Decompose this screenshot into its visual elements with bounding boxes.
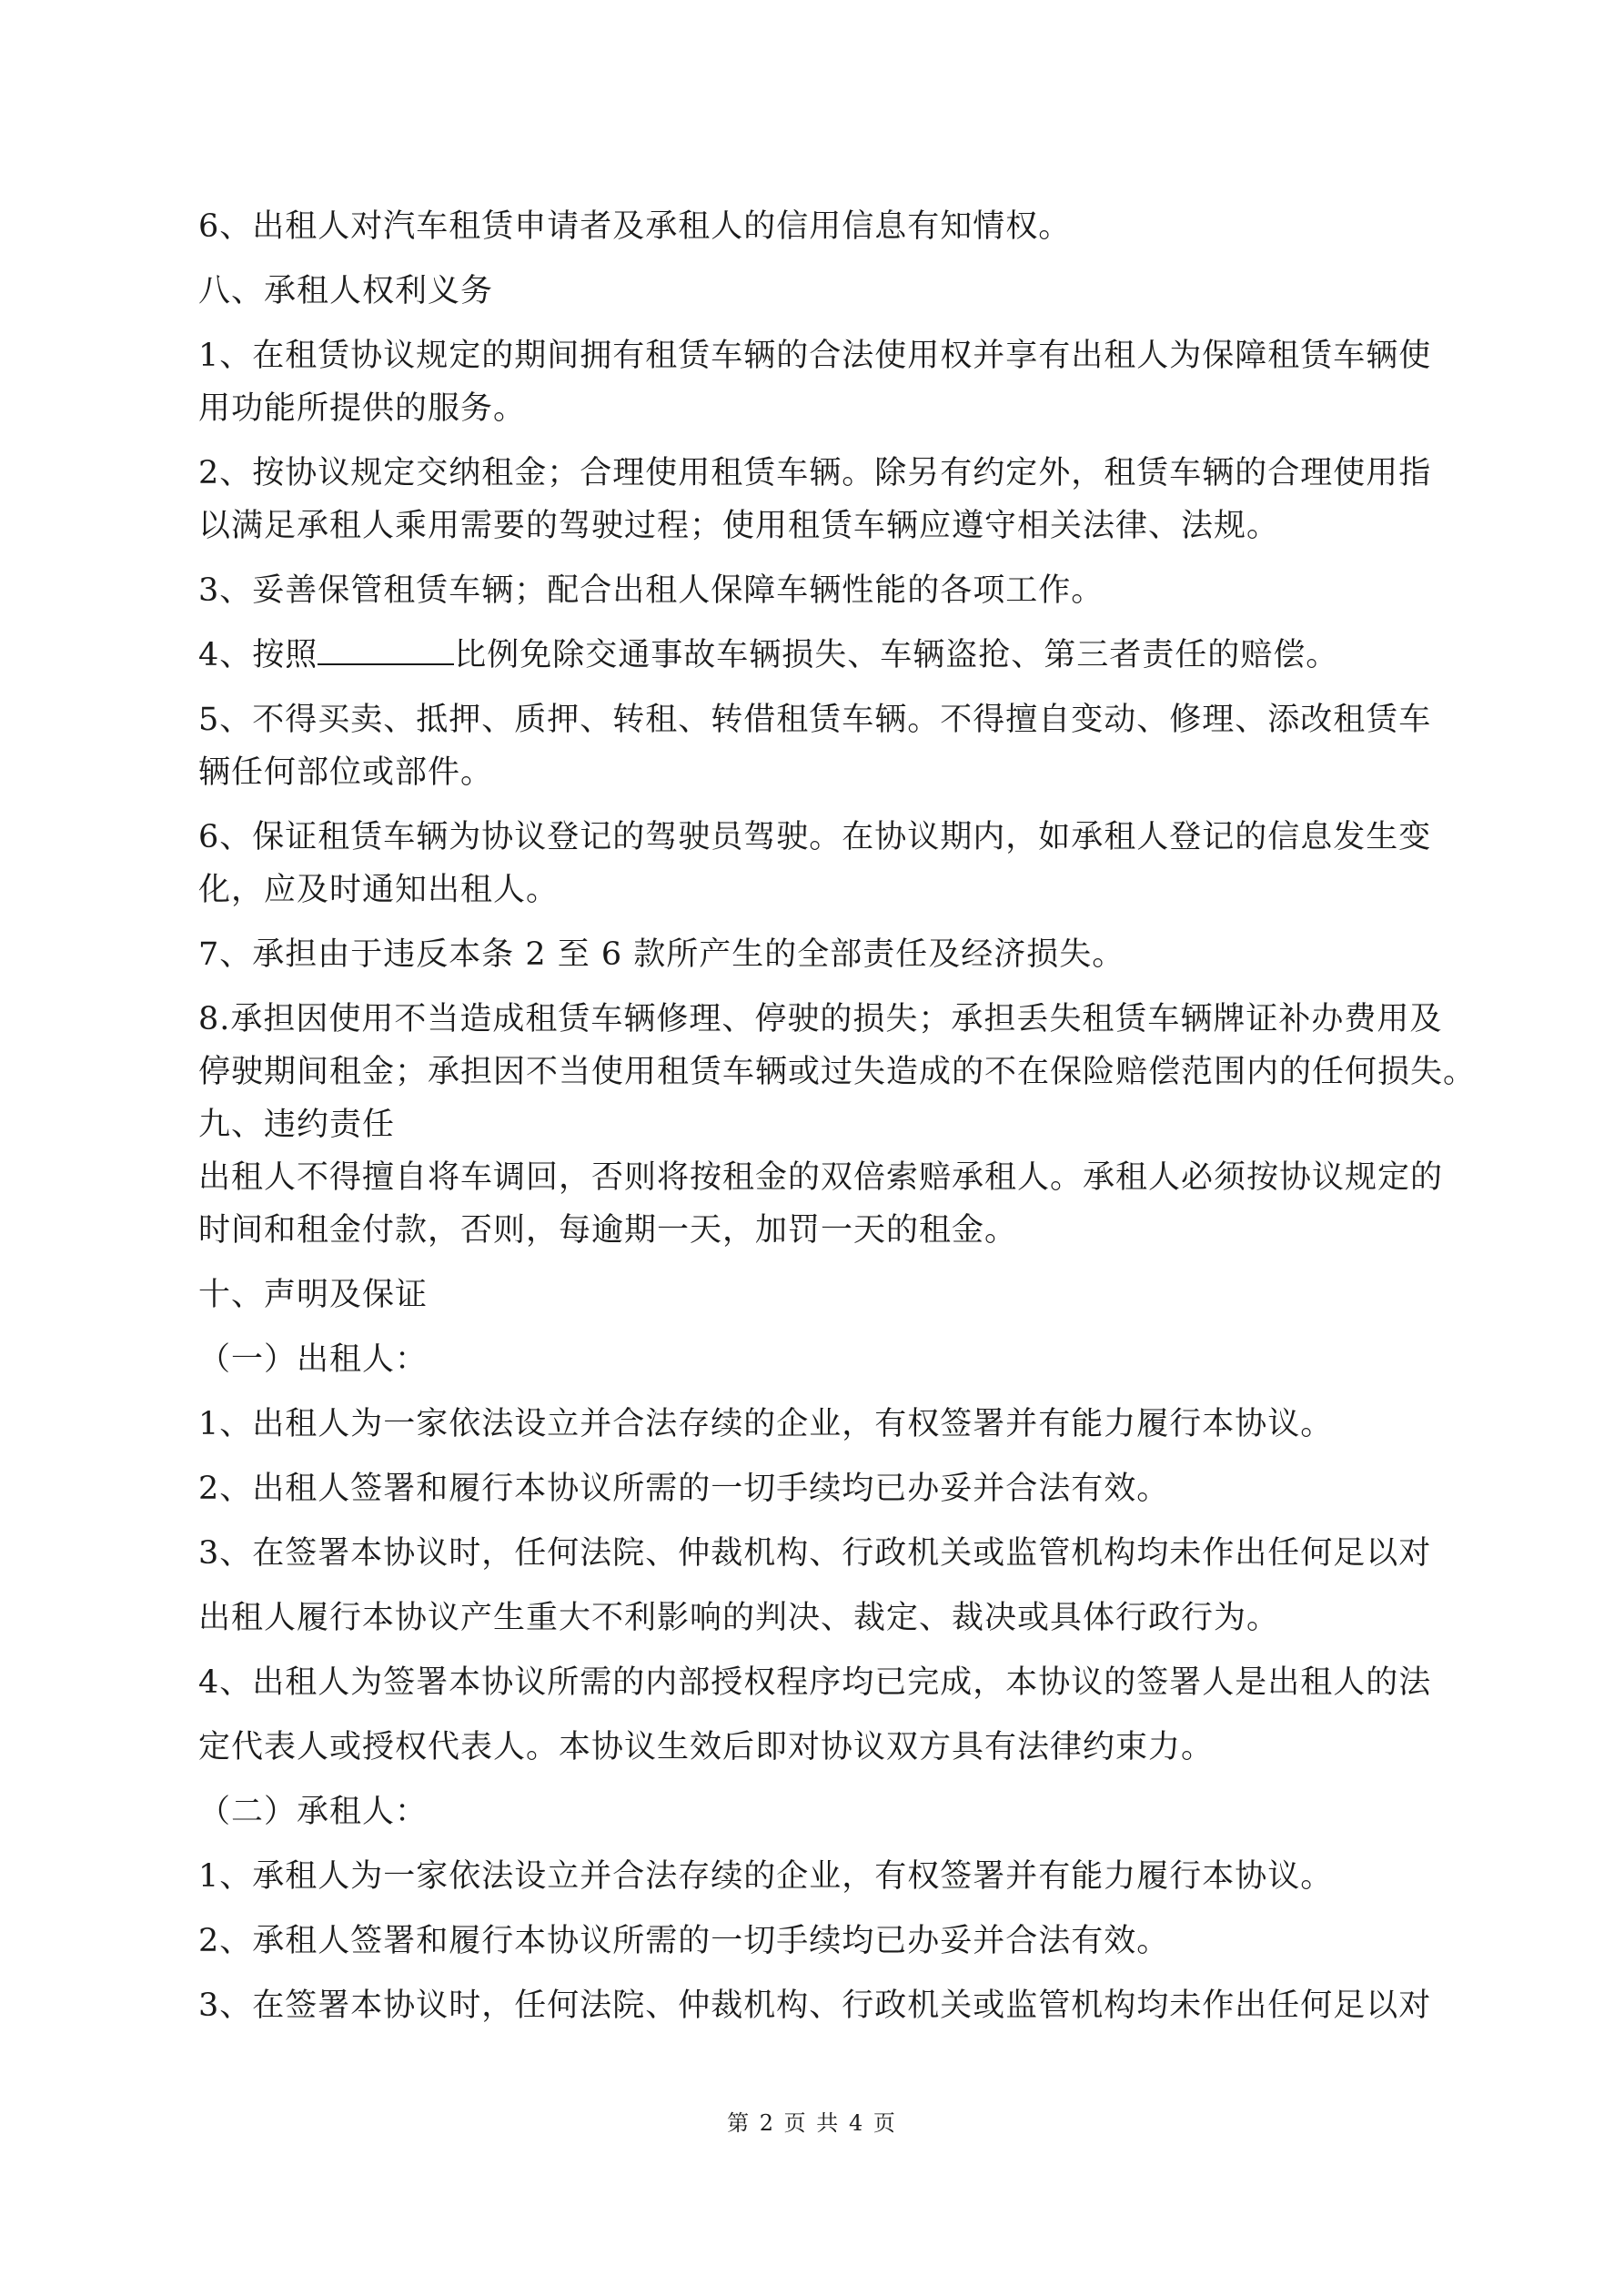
paragraph-line: 6、出租人对汽车租赁申请者及承租人的信用信息有知情权。 bbox=[198, 208, 1072, 245]
paragraph-line: 3、在签署本协议时，任何法院、仲裁机构、行政机关或监管机构均未作出任何足以对 bbox=[198, 1988, 1432, 2024]
subsection-heading: （一）出租人： bbox=[198, 1341, 429, 1378]
paragraph-line: 2、出租人签署和履行本协议所需的一切手续均已办妥并合法有效。 bbox=[198, 1471, 1170, 1507]
paragraph-line: 2、承租人签署和履行本协议所需的一切手续均已办妥并合法有效。 bbox=[198, 1923, 1170, 1959]
paragraph-line: 8.承担因使用不当造成租赁车辆修理、停驶的损失；承担丢失租赁车辆牌证补办费用及 bbox=[198, 1001, 1443, 1037]
paragraph-text: 比例免除交通事故车辆损失、车辆盗抢、第三者责任的赔偿。 bbox=[454, 637, 1339, 673]
paragraph-line: 出租人履行本协议产生重大不利影响的判决、裁定、裁决或具体行政行为。 bbox=[198, 1600, 1280, 1636]
paragraph-line: 时间和租金付款，否则，每逾期一天，加罚一天的租金。 bbox=[198, 1212, 1018, 1249]
section-heading: 九、违约责任 bbox=[198, 1107, 396, 1143]
paragraph-line: 1、出租人为一家依法设立并合法存续的企业，有权签署并有能力履行本协议。 bbox=[198, 1406, 1334, 1442]
section-heading: 八、承租人权利义务 bbox=[198, 273, 494, 309]
subsection-heading: （二）承租人： bbox=[198, 1794, 429, 1830]
paragraph-line: 2、按协议规定交纳租金；合理使用租赁车辆。除另有约定外，租赁车辆的合理使用指 bbox=[198, 455, 1432, 491]
fill-in-blank[interactable] bbox=[318, 636, 454, 665]
paragraph-line: 以满足承租人乘用需要的驾驶过程；使用租赁车辆应遵守相关法律、法规。 bbox=[198, 508, 1280, 544]
paragraph-line: 3、在签署本协议时，任何法院、仲裁机构、行政机关或监管机构均未作出任何足以对 bbox=[198, 1535, 1432, 1572]
paragraph-line: 7、承担由于违反本条 2 至 6 款所产生的全部责任及经济损失。 bbox=[198, 936, 1125, 973]
page-number: 第 2 页 共 4 页 bbox=[727, 2110, 897, 2136]
paragraph-line: 1、在租赁协议规定的期间拥有租赁车辆的合法使用权并享有出租人为保障租赁车辆使 bbox=[198, 338, 1432, 374]
paragraph-line: 化，应及时通知出租人。 bbox=[198, 872, 560, 908]
paragraph-line: 停驶期间租金；承担因不当使用租赁车辆或过失造成的不在保险赔偿范围内的任何损失。 bbox=[198, 1054, 1477, 1090]
paragraph-line: 3、妥善保管租赁车辆；配合出租人保障车辆性能的各项工作。 bbox=[198, 572, 1105, 609]
paragraph-line: 5、不得买卖、抵押、质押、转租、转借租赁车辆。不得擅自变动、修理、添改租赁车 bbox=[198, 702, 1432, 738]
document-body bbox=[198, 200, 1477, 2032]
section-heading: 十、声明及保证 bbox=[198, 1277, 429, 1313]
paragraph-line: 用功能所提供的服务。 bbox=[198, 390, 527, 427]
paragraph-line: 6、保证租赁车辆为协议登记的驾驶员驾驶。在协议期内，如承租人登记的信息发生变 bbox=[198, 819, 1432, 855]
paragraph-line: 1、承租人为一家依法设立并合法存续的企业，有权签署并有能力履行本协议。 bbox=[198, 1858, 1334, 1895]
paragraph-line: 4、出租人为签署本协议所需的内部授权程序均已完成，本协议的签署人是出租人的法 bbox=[198, 1664, 1432, 1701]
paragraph-text: 4、按照 bbox=[198, 637, 318, 673]
paragraph-line bbox=[198, 629, 1437, 682]
paragraph-line: 定代表人或授权代表人。本协议生效后即对协议双方具有法律约束力。 bbox=[198, 1729, 1215, 1765]
paragraph-line: 辆任何部位或部件。 bbox=[198, 754, 494, 791]
paragraph-line: 出租人不得擅自将车调回，否则将按租金的双倍索赔承租人。承租人必须按协议规定的 bbox=[198, 1159, 1444, 1196]
